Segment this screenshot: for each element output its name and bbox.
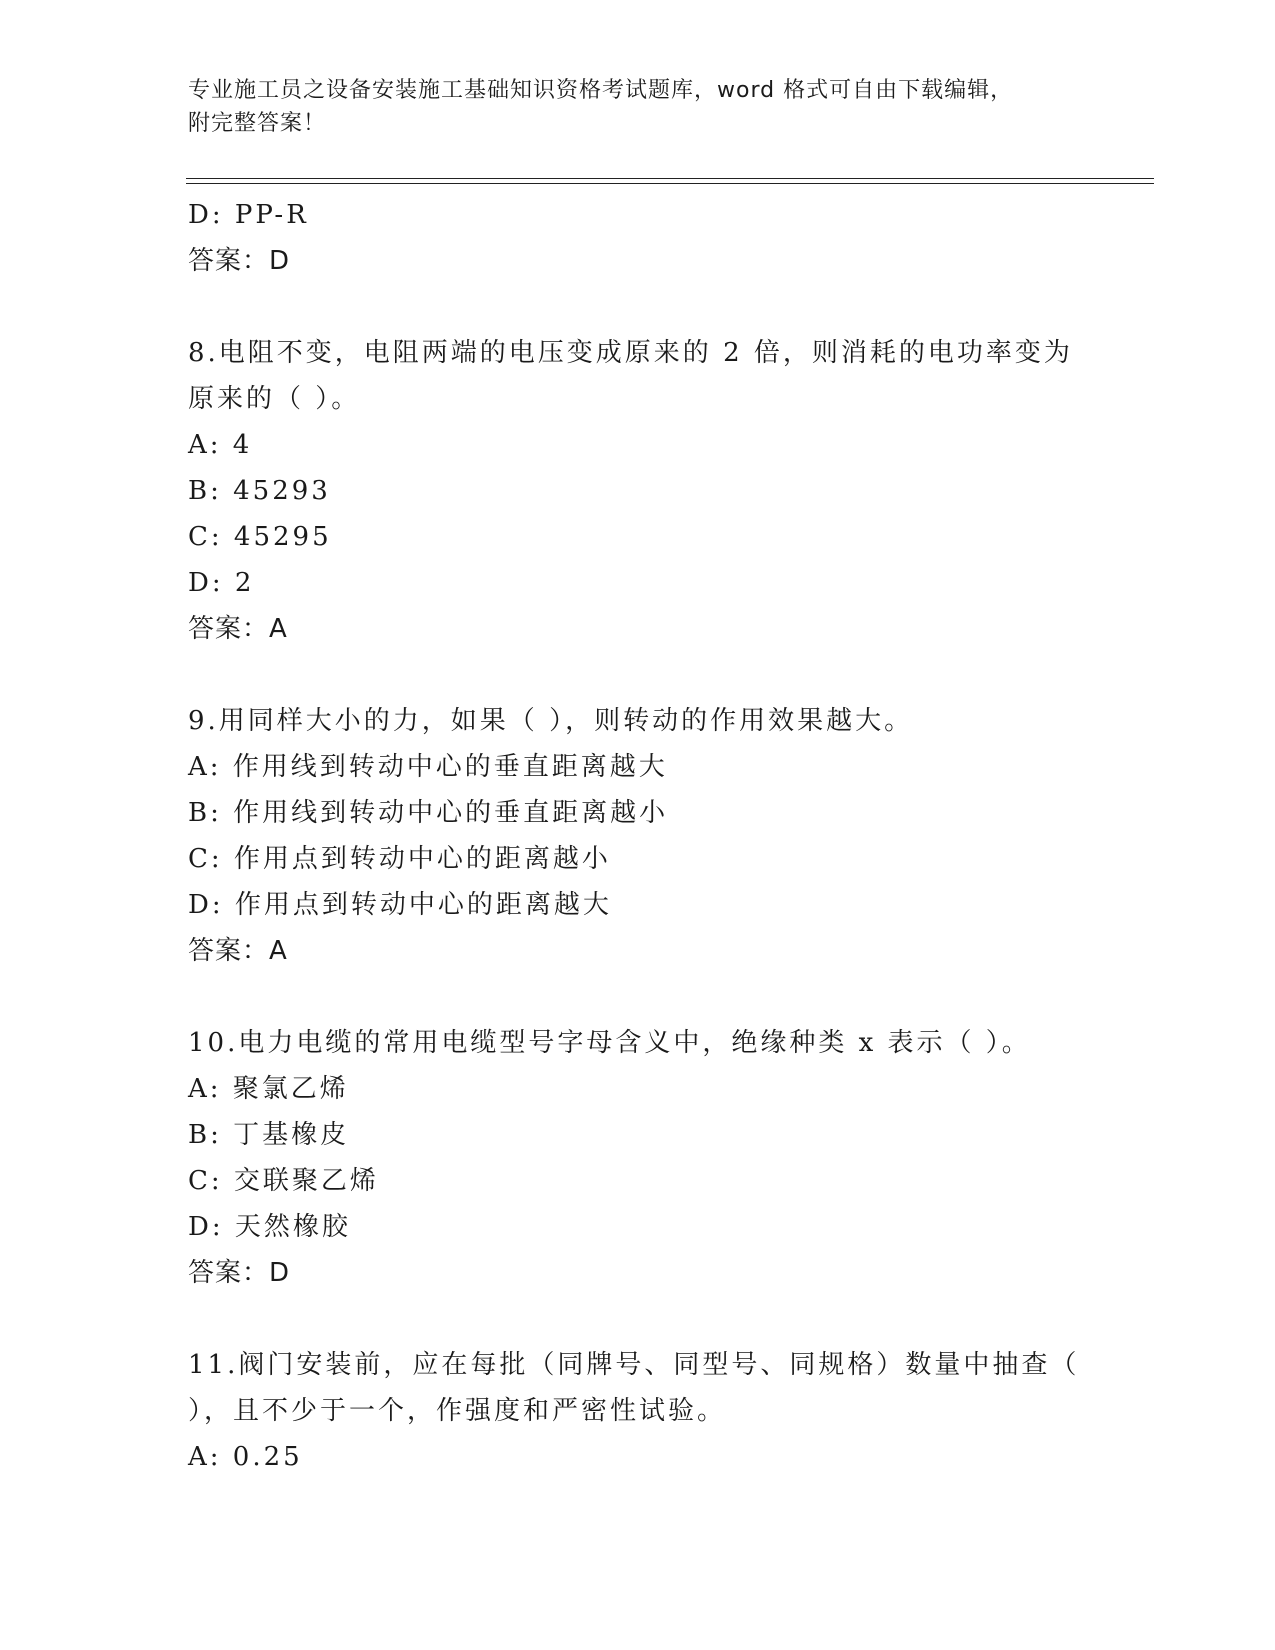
spacer <box>188 1296 1088 1342</box>
option-c: C: 交联聚乙烯 <box>188 1166 379 1196</box>
option-b: B: 45293 <box>188 476 331 506</box>
spacer <box>188 284 1088 330</box>
option-a: A: 作用线到转动中心的垂直距离越大 <box>188 752 668 782</box>
option-b: B: 丁基橡皮 <box>188 1120 350 1150</box>
option-c: C: 作用点到转动中心的距离越小 <box>188 844 611 874</box>
question-stem: 11.阀门安装前，应在每批（同牌号、同型号、同规格）数量中抽查（ <box>188 1350 1080 1380</box>
question-11 <box>188 1342 1088 1480</box>
question-stem-continued: 原来的（ ）。 <box>188 384 361 414</box>
question-10 <box>188 1020 1088 1296</box>
option-d: D: 2 <box>188 568 255 598</box>
answer: 答案：A <box>188 614 288 644</box>
prev-option-d: D: PP-R <box>188 200 309 230</box>
option-b: B: 作用线到转动中心的垂直距离越小 <box>188 798 669 828</box>
page-header <box>188 74 1088 140</box>
question-stem: 9.用同样大小的力，如果（ ），则转动的作用效果越大。 <box>188 706 914 736</box>
header-rule-bottom <box>186 183 1154 184</box>
spacer <box>188 652 1088 698</box>
spacer <box>188 974 1088 1020</box>
option-a: A: 4 <box>188 430 253 460</box>
header-rule-top <box>186 178 1154 179</box>
question-8 <box>188 330 1088 652</box>
answer: 答案：D <box>188 1258 291 1288</box>
question-stem-continued: ），且不少于一个，作强度和严密性试验。 <box>188 1396 727 1426</box>
option-a: A: 聚氯乙烯 <box>188 1074 349 1104</box>
option-d: D: 天然橡胶 <box>188 1212 351 1242</box>
prev-answer: 答案：D <box>188 246 291 276</box>
question-stem: 10.电力电缆的常用电缆型号字母含义中，绝缘种类 x 表示（ ）。 <box>188 1028 1031 1058</box>
header-line-1: 专业施工员之设备安装施工基础知识资格考试题库，word 格式可自由下载编辑， <box>188 78 1014 103</box>
document-body <box>188 192 1088 1480</box>
option-d: D: 作用点到转动中心的距离越大 <box>188 890 612 920</box>
header-line-2: 附完整答案！ <box>188 111 327 136</box>
question-9 <box>188 698 1088 974</box>
answer: 答案：A <box>188 936 288 966</box>
question-stem: 8.电阻不变，电阻两端的电压变成原来的 2 倍，则消耗的电功率变为 <box>188 338 1073 368</box>
option-c: C: 45295 <box>188 522 332 552</box>
option-a: A: 0.25 <box>188 1442 303 1472</box>
